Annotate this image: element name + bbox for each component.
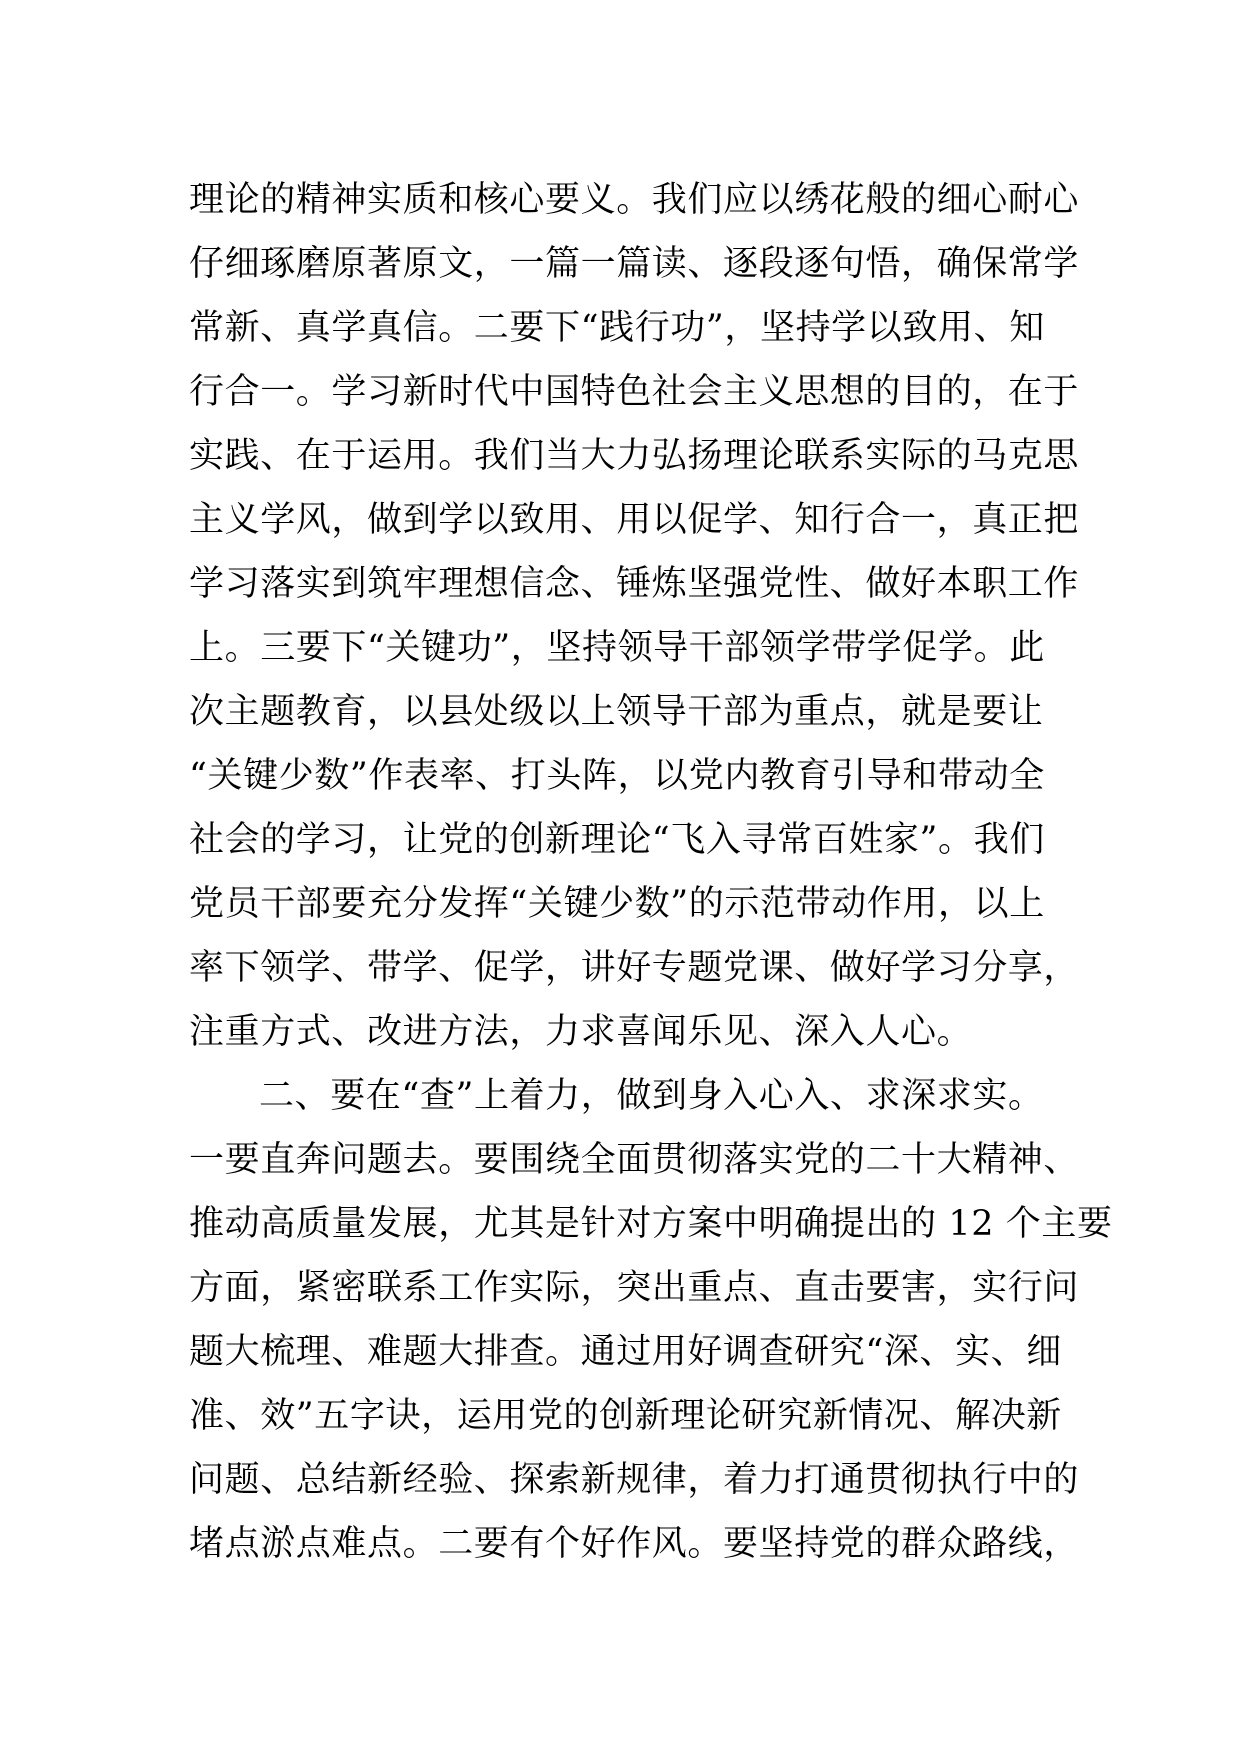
text-line: 率下领学、带学、促学，讲好专题党课、做好学习分享， (189, 948, 1080, 988)
text-line: 学习落实到筑牢理想信念、锤炼坚强党性、做好本职工作 (189, 564, 1080, 604)
text-line: 方面，紧密联系工作实际，突出重点、直击要害，实行问 (189, 1268, 1080, 1308)
text-line: 行合一。学习新时代中国特色社会主义思想的目的，在于 (189, 372, 1080, 412)
text-line: 推动高质量发展，尤其是针对方案中明确提出的 12 个主要 (189, 1204, 1113, 1244)
text-line: 仔细琢磨原著原文，一篇一篇读、逐段逐句悟，确保常学 (189, 244, 1080, 284)
text-line: 上。三要下“关键功”，坚持领导干部领学带学促学。此 (189, 628, 1045, 668)
text-line: 党员干部要充分发挥“关键少数”的示范带动作用，以上 (189, 884, 1045, 924)
text-line: 注重方式、改进方法，力求喜闻乐见、深入人心。 (189, 1012, 973, 1052)
text-line: 堵点淤点难点。二要有个好作风。要坚持党的群众路线， (189, 1524, 1080, 1564)
text-line: 问题、总结新经验、探索新规律，着力打通贯彻执行中的 (189, 1460, 1080, 1500)
text-line: 次主题教育，以县处级以上领导干部为重点，就是要让 (189, 692, 1044, 732)
body-text (189, 168, 1113, 1576)
text-line: “关键少数”作表率、打头阵，以党内教育引导和带动全 (189, 756, 1045, 796)
paragraph-first-line: 二、要在“查”上着力，做到身入心入、求深求实。 (259, 1076, 1044, 1116)
text-line: 实践、在于运用。我们当大力弘扬理论联系实际的马克思 (189, 436, 1080, 476)
text-line: 常新、真学真信。二要下“践行功”，坚持学以致用、知 (189, 308, 1045, 348)
text-line: 主义学风，做到学以致用、用以促学、知行合一，真正把 (189, 500, 1080, 540)
text-line: 准、效”五字诀，运用党的创新理论研究新情况、解决新 (189, 1396, 1062, 1436)
text-line: 一要直奔问题去。要围绕全面贯彻落实党的二十大精神、 (189, 1140, 1080, 1180)
text-line: 题大梳理、难题大排查。通过用好调查研究“深、实、细 (189, 1332, 1062, 1372)
text-line: 理论的精神实质和核心要义。我们应以绣花般的细心耐心 (189, 180, 1080, 220)
text-line: 社会的学习，让党的创新理论“飞入寻常百姓家”。我们 (189, 820, 1045, 860)
